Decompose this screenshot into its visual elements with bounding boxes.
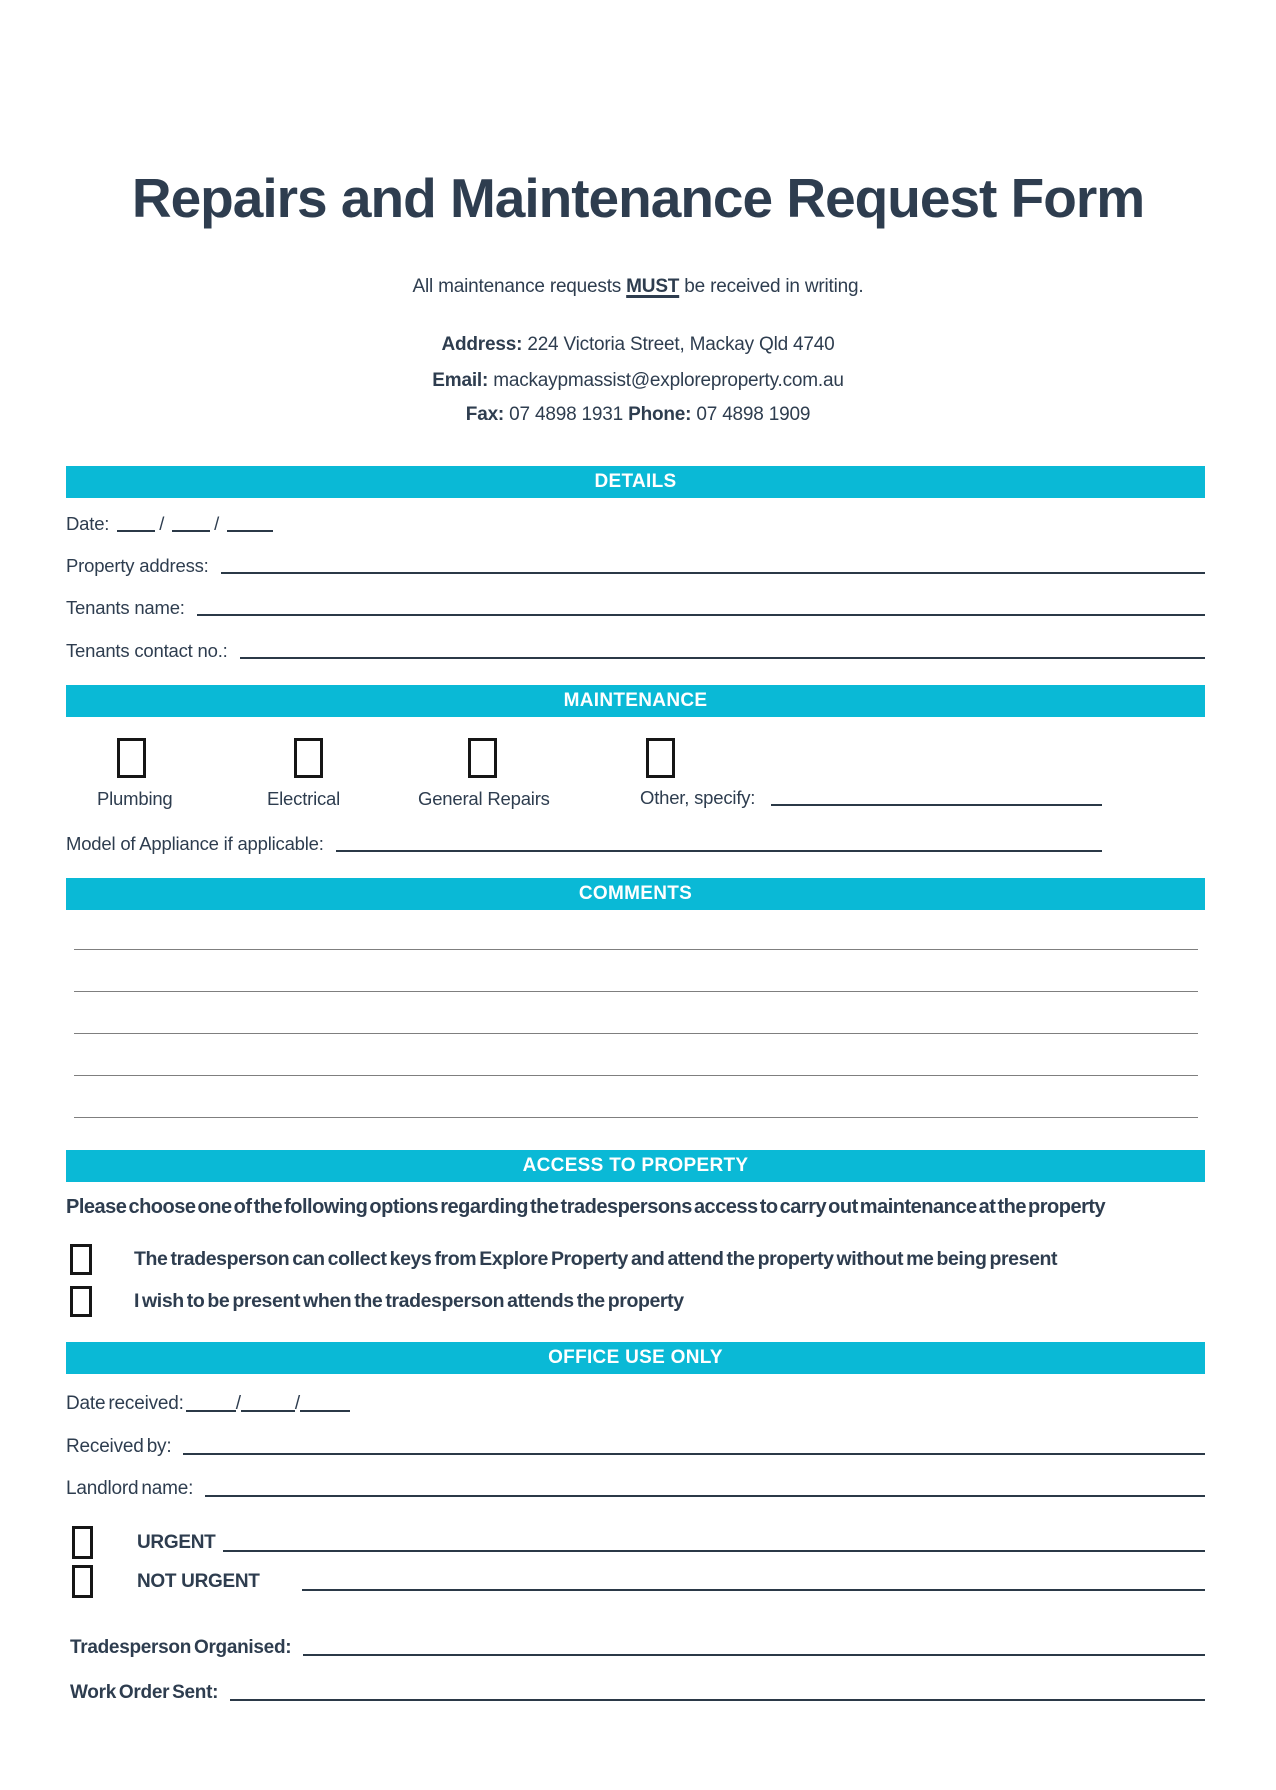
date-label: Date: (66, 513, 110, 534)
received-by-row (66, 1435, 1205, 1458)
general-repairs-label: General Repairs (418, 788, 550, 809)
date-year-field[interactable] (227, 530, 273, 532)
date-month-field[interactable] (172, 530, 210, 532)
model-appliance-label: Model of Appliance if applicable: (66, 833, 324, 854)
electrical-checkbox[interactable] (294, 738, 323, 778)
received-by-label: Received by: (66, 1436, 172, 1457)
tradesperson-organised-label: Tradesperson Organised: (70, 1637, 292, 1658)
tenants-name-field[interactable] (197, 614, 1205, 616)
comments-section-header: COMMENTS (66, 878, 1205, 910)
phone-label: Phone: (628, 404, 692, 425)
urgent-field[interactable] (223, 1550, 1205, 1552)
access-option-present (70, 1284, 1205, 1318)
received-by-field[interactable] (183, 1453, 1205, 1455)
comments-area (74, 908, 1198, 1118)
plumbing-checkbox[interactable] (117, 738, 146, 778)
date-received-slash-2: / (294, 1393, 300, 1414)
comment-line[interactable] (74, 1076, 1198, 1118)
general-repairs-checkbox[interactable] (468, 738, 497, 778)
email-line (0, 370, 1276, 392)
date-slash-1: / (159, 513, 165, 534)
maintenance-section-header: MAINTENANCE (66, 685, 1205, 717)
work-order-sent-label: Work Order Sent: (70, 1682, 219, 1703)
tenants-contact-label: Tenants contact no.: (66, 640, 228, 661)
tenants-name-row (66, 596, 1205, 619)
fax-phone-line (0, 404, 1276, 426)
tenants-contact-row (66, 639, 1205, 662)
must-emphasis: MUST (626, 276, 680, 297)
other-specify-label: Other, specify: (640, 787, 756, 808)
work-order-sent-field[interactable] (230, 1699, 1205, 1701)
phone-value: 07 4898 1909 (696, 404, 811, 425)
landlord-name-field[interactable] (205, 1495, 1205, 1497)
address-line (0, 334, 1276, 356)
urgent-label: URGENT (137, 1532, 216, 1553)
other-specify-row (640, 786, 1102, 809)
property-address-label: Property address: (66, 555, 209, 576)
comment-line[interactable] (74, 1034, 1198, 1076)
fax-value: 07 4898 1931 (509, 404, 623, 425)
subtitle (0, 276, 1276, 298)
email-value: mackaypmassist@exploreproperty.com.au (493, 370, 844, 391)
tradesperson-organised-row (70, 1636, 1205, 1659)
date-received-slash-1: / (235, 1393, 241, 1414)
comment-line[interactable] (74, 908, 1198, 950)
tradesperson-organised-field[interactable] (303, 1654, 1205, 1656)
access-instruction: Please choose one of the following options regarding the tradespersons access to carry out maintenance at the property (66, 1196, 1106, 1218)
urgent-row (72, 1524, 1205, 1560)
urgent-checkbox[interactable] (72, 1526, 93, 1559)
office-section-header: OFFICE USE ONLY (66, 1342, 1205, 1374)
address-value: 224 Victoria Street, Mackay Qld 4740 (527, 334, 835, 355)
address-label: Address: (441, 334, 523, 355)
property-address-row (66, 554, 1205, 577)
electrical-label: Electrical (267, 788, 341, 809)
date-day-field[interactable] (117, 530, 155, 532)
not-urgent-row (72, 1563, 1205, 1599)
access-option-keys (70, 1242, 1205, 1276)
fax-label: Fax: (465, 404, 505, 425)
date-received-month-field[interactable] (241, 1410, 295, 1412)
date-slash-2: / (214, 513, 220, 534)
plumbing-label: Plumbing (97, 788, 173, 809)
tenants-contact-field[interactable] (240, 657, 1205, 659)
date-row (66, 512, 1205, 535)
not-urgent-checkbox[interactable] (72, 1565, 93, 1598)
date-received-day-field[interactable] (186, 1410, 236, 1412)
comment-line[interactable] (74, 992, 1198, 1034)
work-order-sent-row (70, 1681, 1205, 1704)
model-appliance-field[interactable] (336, 850, 1102, 852)
page-title: Repairs and Maintenance Request Form (131, 167, 1145, 229)
landlord-name-label: Landlord name: (66, 1478, 194, 1499)
not-urgent-field[interactable] (302, 1589, 1205, 1591)
date-received-year-field[interactable] (300, 1410, 350, 1412)
subtitle-suffix: be received in writing. (679, 276, 864, 297)
not-urgent-label: NOT URGENT (137, 1571, 260, 1592)
tenants-name-label: Tenants name: (66, 597, 185, 618)
subtitle-prefix: All maintenance requests (412, 276, 627, 297)
other-specify-field[interactable] (771, 804, 1102, 806)
date-received-label: Date received: (66, 1393, 184, 1414)
be-present-label: I wish to be present when the tradesperson attends the property (134, 1289, 684, 1312)
collect-keys-checkbox[interactable] (70, 1244, 92, 1275)
access-section-header: ACCESS TO PROPERTY (66, 1150, 1205, 1182)
comment-line[interactable] (74, 950, 1198, 992)
property-address-field[interactable] (221, 572, 1205, 574)
details-section-header: DETAILS (66, 466, 1205, 498)
be-present-checkbox[interactable] (70, 1286, 92, 1317)
landlord-name-row (66, 1477, 1205, 1500)
other-checkbox[interactable] (646, 738, 675, 778)
model-appliance-row (66, 832, 1102, 855)
date-received-row (66, 1392, 1205, 1415)
collect-keys-label: The tradesperson can collect keys from Explore Property and attend the property without me being present (134, 1247, 1058, 1270)
email-label: Email: (432, 370, 489, 391)
